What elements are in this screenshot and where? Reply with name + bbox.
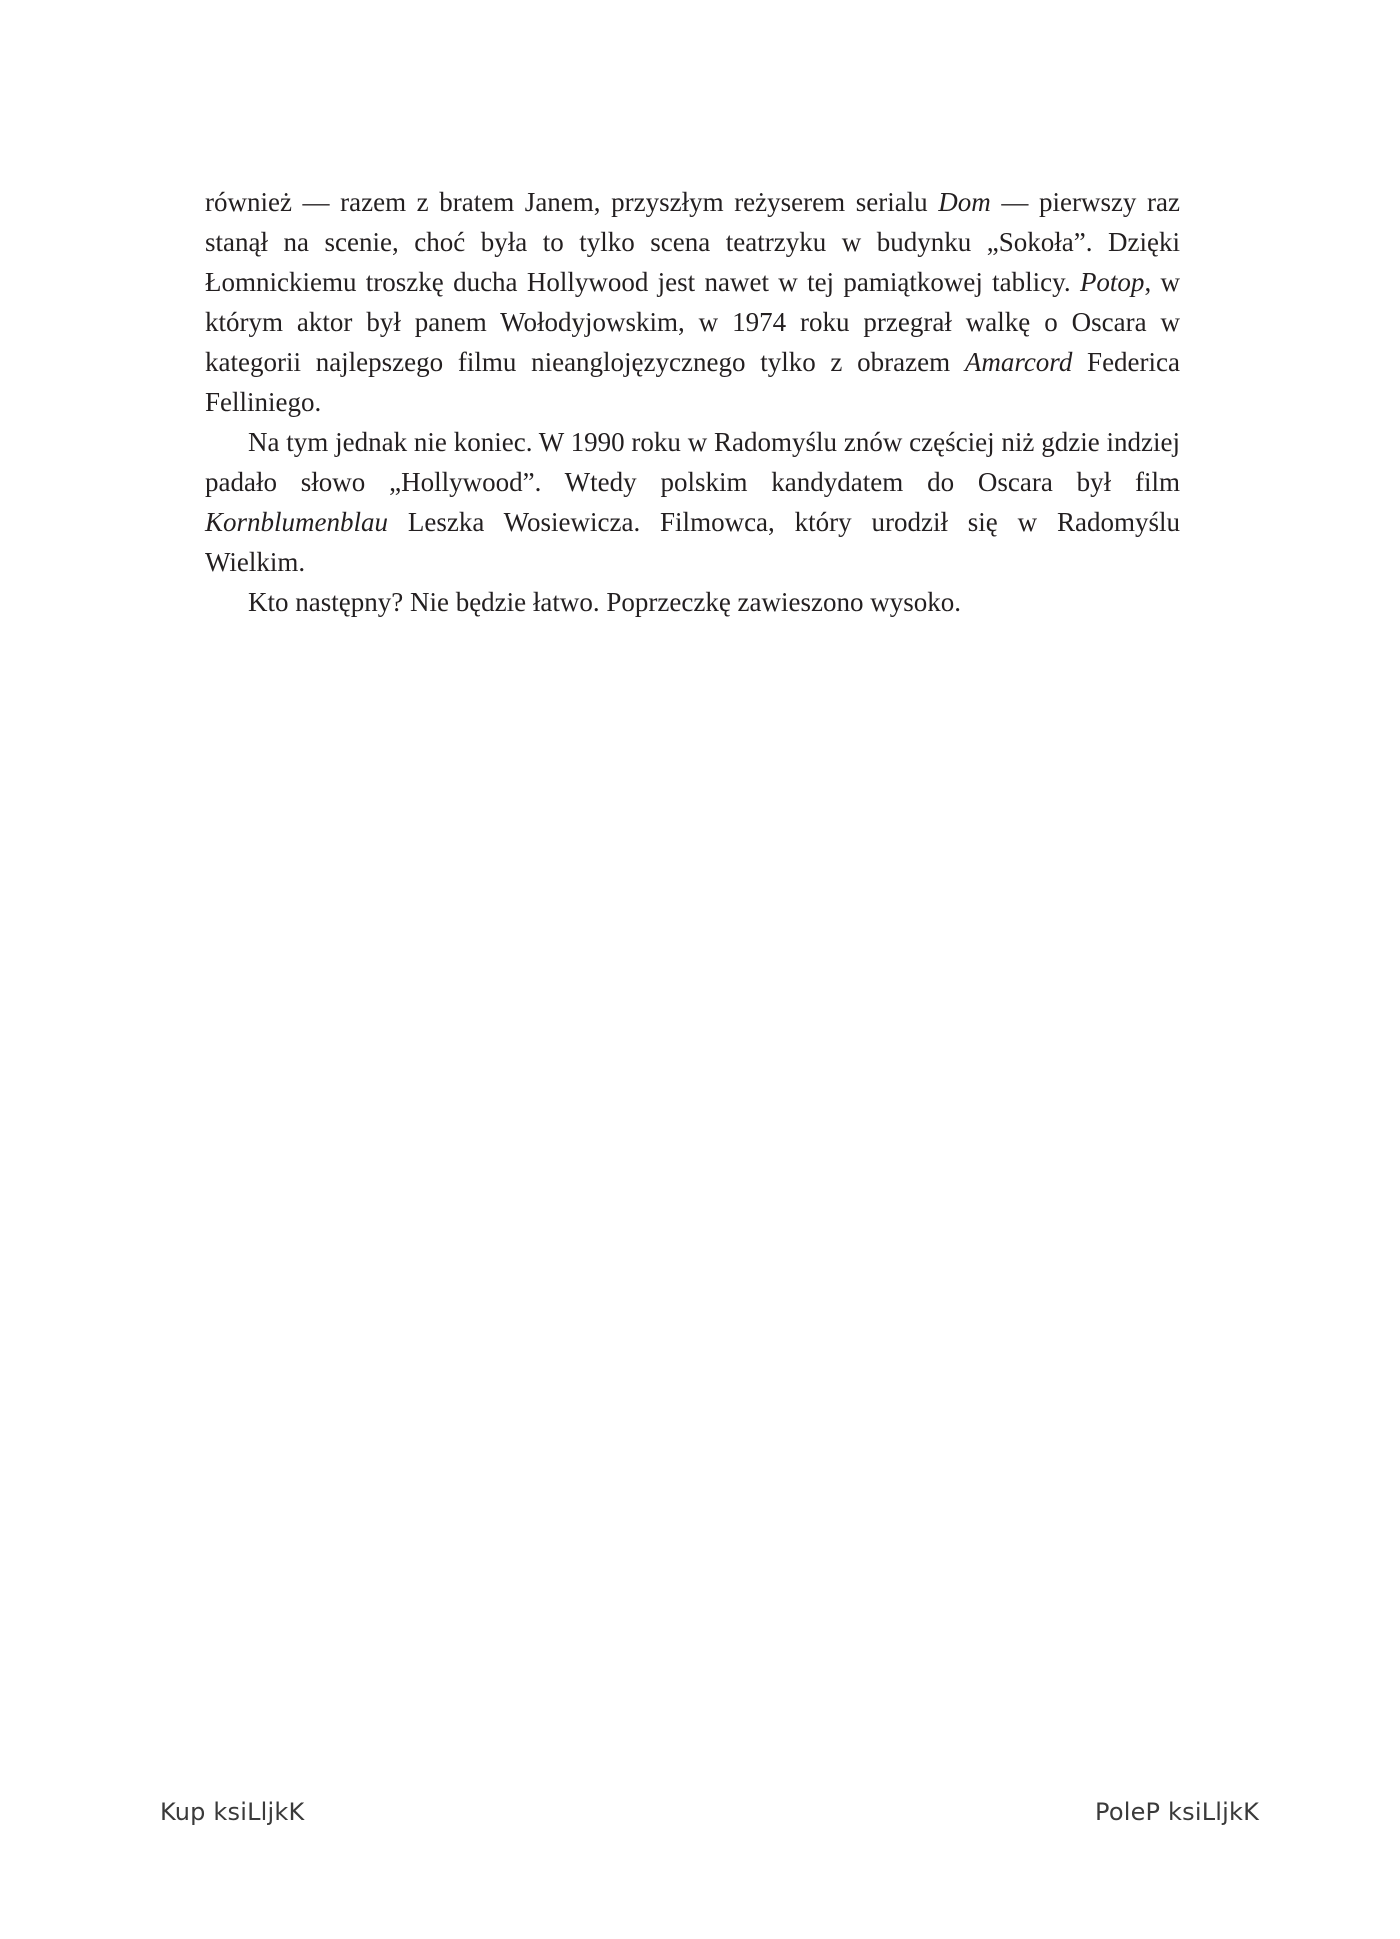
paragraph-1 bbox=[205, 182, 1180, 422]
paragraph-2 bbox=[205, 422, 1180, 582]
text-run: — pierwszy raz stanął na scenie, choć była to tylko scena teatrzyku w budynku „Sokoła”. Dzięki Łomnickiemu troszkę ducha Hollywood jest nawet w tej pamiątkowej tablicy. bbox=[205, 187, 1180, 297]
page-body bbox=[205, 182, 1180, 622]
italic-title-text: Amarcord bbox=[964, 347, 1073, 377]
text-run: , w którym aktor był panem Wołodyjowskim, w 1974 roku przegrał walkę o Oscara w kategorii najlepszego filmu nieanglojęzycznego tylko z obrazem bbox=[205, 267, 1181, 377]
text-run: również — razem z bratem Janem, przyszłym reżyserem serialu bbox=[205, 187, 939, 217]
text-run: Kto następny? Nie będzie łatwo. Poprzeczkę zawieszono wysoko. bbox=[248, 587, 962, 617]
paragraph-3 bbox=[205, 582, 1180, 622]
italic-title-text: Potop bbox=[1079, 267, 1145, 297]
recommend-book-link[interactable]: PoleP ksiLljkK bbox=[1095, 1798, 1260, 1826]
text-run: Federica Felliniego. bbox=[205, 347, 1180, 417]
buy-book-link[interactable]: Kup ksiLljkK bbox=[160, 1798, 305, 1826]
text-run: Na tym jednak nie koniec. W 1990 roku w Radomyślu znów częściej niż gdzie indziej padało słowo „Hollywood”. Wtedy polskim kandydatem do Oscara był film bbox=[205, 427, 1180, 497]
italic-title-text: Dom bbox=[938, 187, 991, 217]
italic-title-text: Kornblumenblau bbox=[205, 507, 389, 537]
text-run: Leszka Wosiewicza. Filmowca, który urodził się w Radomyślu Wielkim. bbox=[205, 507, 1180, 577]
